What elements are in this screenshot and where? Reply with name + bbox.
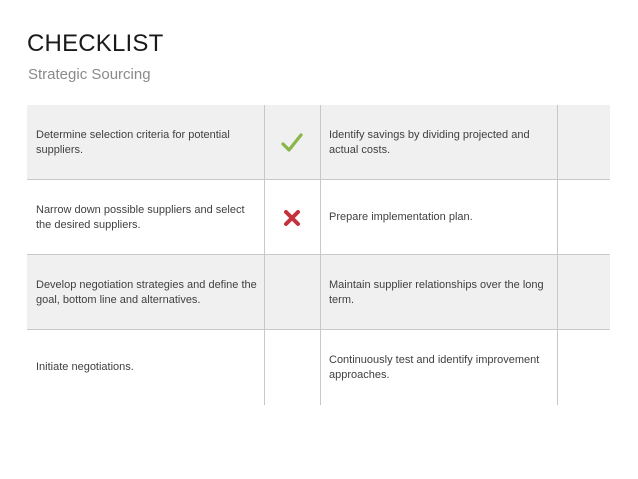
right-item-text: Maintain supplier relationships over the long term.: [329, 278, 544, 306]
table-row: [27, 105, 610, 180]
check-icon: [264, 105, 320, 180]
table-row: [27, 330, 610, 405]
left-status-cell: [264, 330, 320, 405]
right-status-cell: [557, 330, 610, 405]
table-row: [27, 255, 610, 330]
page-subtitle: Strategic Sourcing: [28, 66, 151, 83]
table-row: [27, 180, 610, 255]
left-item-text: Determine selection criteria for potential suppliers.: [36, 128, 230, 156]
cross-icon: [264, 180, 320, 255]
column-divider: [264, 105, 265, 405]
column-divider: [320, 105, 321, 405]
right-item-text: Prepare implementation plan.: [329, 211, 473, 223]
page-title: CHECKLIST: [27, 30, 164, 57]
right-status-cell: [557, 180, 610, 255]
left-status-cell: [264, 255, 320, 330]
left-item-text: Develop negotiation strategies and define the goal, bottom line and alternatives.: [36, 278, 257, 306]
left-item-text: Initiate negotiations.: [36, 361, 134, 373]
left-item-text: Narrow down possible suppliers and select the desired suppliers.: [36, 203, 245, 231]
column-divider: [557, 105, 558, 405]
right-status-cell: [557, 255, 610, 330]
right-item-text: Identify savings by dividing projected and actual costs.: [329, 128, 530, 156]
checklist-table: [27, 105, 610, 405]
right-item-text: Continuously test and identify improvement approaches.: [329, 353, 540, 381]
right-status-cell: [557, 105, 610, 180]
